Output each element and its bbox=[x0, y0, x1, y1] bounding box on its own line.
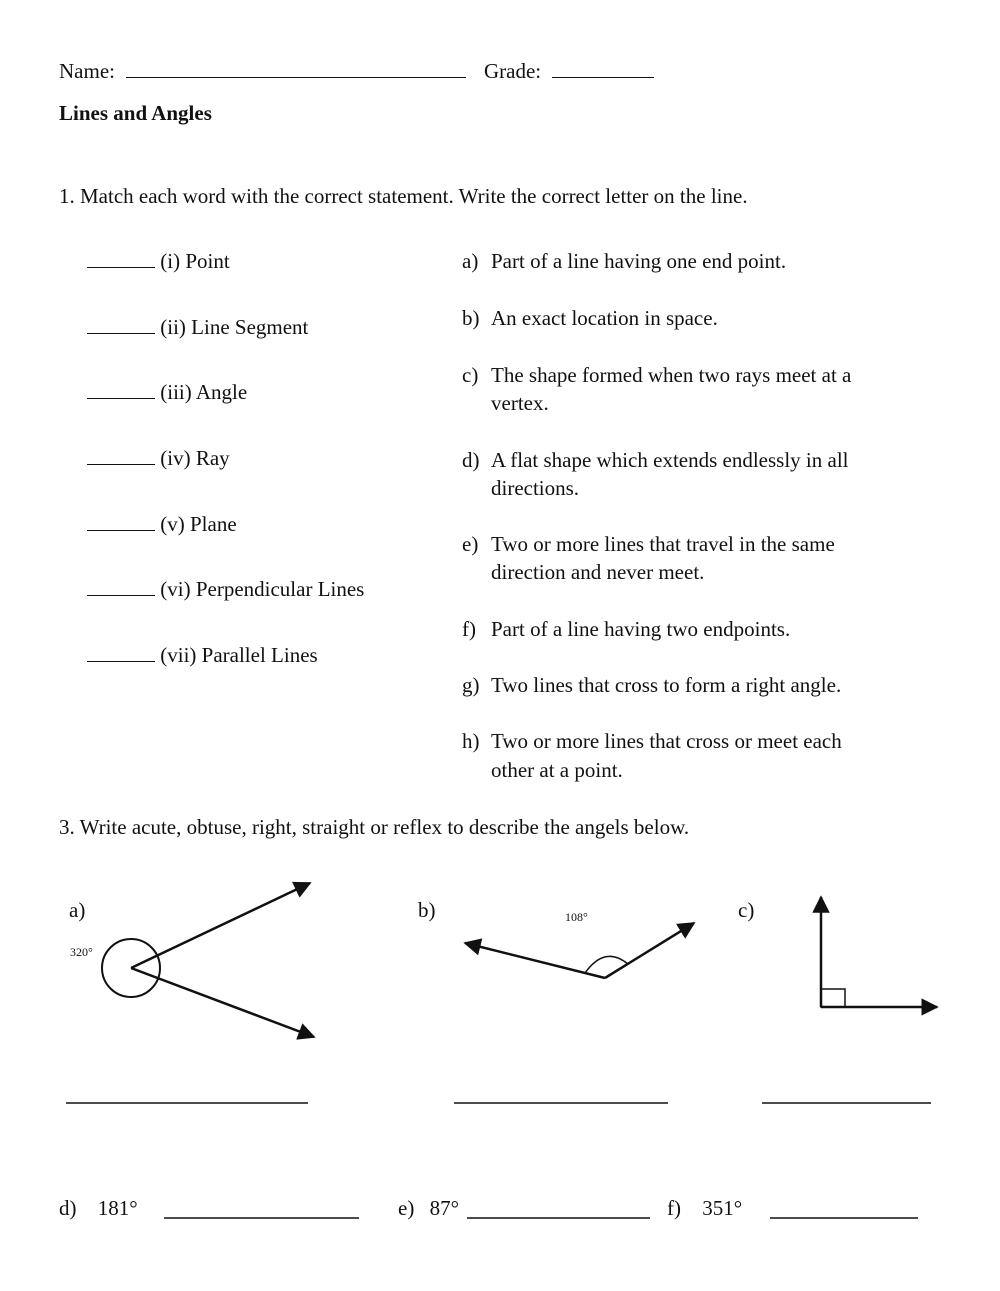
term-label: (ii) Line Segment bbox=[160, 315, 309, 339]
figure-a-angle-label: 320° bbox=[70, 945, 93, 959]
definition-letter: c) bbox=[462, 363, 479, 387]
term-label: (iii) Angle bbox=[160, 380, 248, 404]
definition-text-cont: direction and never meet. bbox=[491, 560, 705, 584]
name-label: Name: bbox=[59, 59, 115, 83]
item-d-value: 181° bbox=[97, 1196, 138, 1220]
item-d-label: d) bbox=[59, 1196, 77, 1220]
figure-c-label: c) bbox=[738, 898, 755, 922]
definition-letter: a) bbox=[462, 249, 479, 273]
definition-text: Part of a line having one end point. bbox=[491, 249, 787, 273]
ray-right bbox=[605, 923, 694, 978]
definition-letter: b) bbox=[462, 306, 480, 330]
definition-text: Two lines that cross to form a right angle. bbox=[491, 673, 842, 697]
right-angle-marker bbox=[821, 989, 845, 1007]
item-e bbox=[398, 1195, 459, 1222]
term-label: (i) Point bbox=[160, 249, 230, 273]
ray-left bbox=[465, 943, 605, 978]
definition-text: Part of a line having two endpoints. bbox=[491, 617, 791, 641]
figure-a-label: a) bbox=[69, 898, 86, 922]
definition-letter: h) bbox=[462, 729, 480, 753]
item-e-value: 87° bbox=[429, 1196, 459, 1220]
definition-text-cont: other at a point. bbox=[491, 758, 623, 782]
definition-letter: g) bbox=[462, 673, 480, 697]
item-f bbox=[667, 1195, 742, 1222]
figure-a-angle bbox=[102, 883, 314, 1037]
term-label: (iv) Ray bbox=[160, 446, 230, 470]
figure-b-label: b) bbox=[418, 898, 436, 922]
q3-prompt: 3. Write acute, obtuse, right, straight or reflex to describe the angels below. bbox=[59, 815, 690, 839]
worksheet-title: Lines and Angles bbox=[59, 101, 212, 125]
definition-letter: f) bbox=[462, 617, 476, 641]
figure-c-angle bbox=[821, 897, 937, 1007]
definition-text-cont: vertex. bbox=[491, 391, 549, 415]
definition-text-cont: directions. bbox=[491, 476, 580, 500]
definition-text: An exact location in space. bbox=[491, 306, 718, 330]
item-d bbox=[59, 1195, 138, 1222]
definition-text: Two or more lines that cross or meet each bbox=[491, 729, 842, 753]
term-label: (vii) Parallel Lines bbox=[160, 643, 318, 667]
ray-upper bbox=[131, 883, 310, 968]
q1-prompt: 1. Match each word with the correct statement. Write the correct letter on the line. bbox=[59, 184, 748, 208]
definition-letter: d) bbox=[462, 448, 480, 472]
term-label: (v) Plane bbox=[160, 512, 237, 536]
grade-label: Grade: bbox=[484, 59, 542, 83]
angle-arc bbox=[585, 956, 628, 973]
ray-lower bbox=[131, 968, 314, 1037]
figure-b-angle-label: 108° bbox=[565, 910, 588, 924]
item-f-label: f) bbox=[667, 1196, 681, 1220]
definition-text: The shape formed when two rays meet at a bbox=[491, 363, 852, 387]
definition-text: Two or more lines that travel in the same bbox=[491, 532, 835, 556]
term-label: (vi) Perpendicular Lines bbox=[160, 577, 365, 601]
item-f-value: 351° bbox=[702, 1196, 743, 1220]
item-e-label: e) bbox=[398, 1196, 415, 1220]
definition-text: A flat shape which extends endlessly in all bbox=[491, 448, 849, 472]
definition-letter: e) bbox=[462, 532, 479, 556]
figure-b-angle bbox=[465, 923, 694, 978]
